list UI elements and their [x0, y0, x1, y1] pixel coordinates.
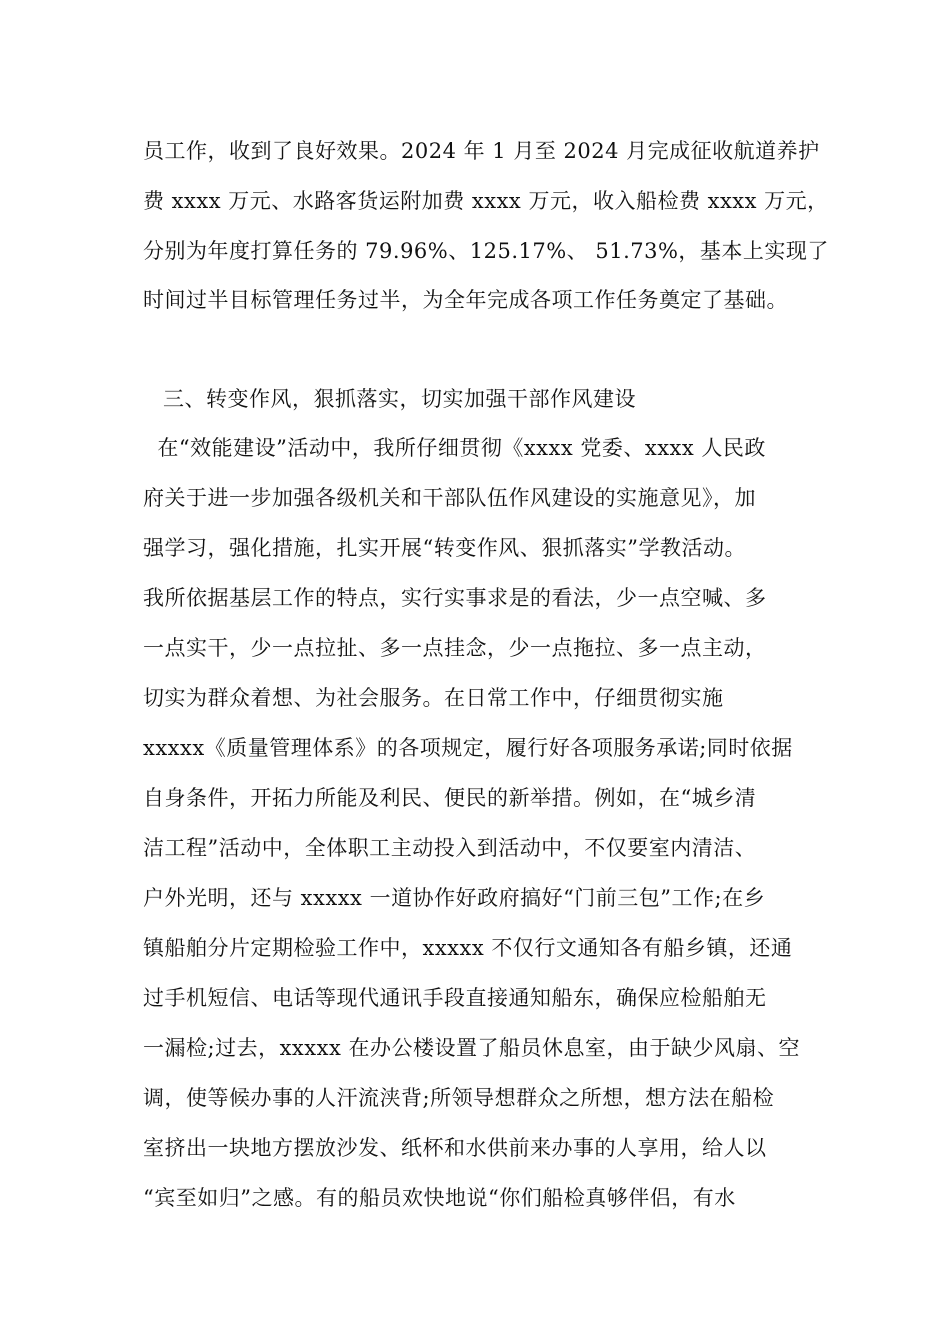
text-line: 在“效能建设”活动中，我所仔细贯彻《xxxx 党委、xxxx 人民政	[143, 436, 766, 460]
text-line: 镇船舶分片定期检验工作中，xxxxx 不仅行文通知各有船乡镇，还通	[143, 936, 793, 960]
text-line: 调，使等候办事的人汗流浃背;所领导想群众之所想，想方法在船检	[143, 1086, 775, 1110]
text-line: 户外光明，还与 xxxxx 一道协作好政府搞好“门前三包”工作;在乡	[143, 886, 766, 910]
text-line: 自身条件，开拓力所能及利民、便民的新举措。例如，在“城乡清	[143, 786, 757, 810]
text-line: 洁工程”活动中，全体职工主动投入到活动中，不仅要室内清洁、	[143, 836, 757, 860]
text-line: 费 xxxx 万元、水路客货运附加费 xxxx 万元，收入船检费 xxxx 万元，	[143, 189, 829, 213]
text-line: xxxxx《质量管理体系》的各项规定，履行好各项服务承诺;同时依据	[143, 736, 793, 760]
text-line: 员工作，收到了良好效果。2024 年 1 月至 2024 月完成征收航道养护	[143, 139, 820, 163]
text-line: 过手机短信、电话等现代通讯手段直接通知船东，确保应检船舶无	[143, 986, 767, 1010]
text-line: 强学习，强化措施，扎实开展“转变作风、狠抓落实”学教活动。	[143, 536, 746, 560]
text-line: 切实为群众着想、为社会服务。在日常工作中，仔细贯彻实施	[143, 686, 724, 710]
text-line: 时间过半目标管理任务过半，为全年完成各项工作任务奠定了基础。	[143, 288, 788, 312]
text-line: “宾至如归”之感。有的船员欢快地说“你们船检真够伴侣，有水	[143, 1186, 736, 1210]
text-line: 分别为年度打算任务的 79.96%、125.17%、 51.73%，基本上实现了	[143, 239, 829, 263]
text-line: 一点实干，少一点拉扯、多一点挂念，少一点拖拉、多一点主动，	[143, 636, 767, 660]
text-line: 我所依据基层工作的特点，实行实事求是的看法，少一点空喊、多	[143, 586, 767, 610]
section-heading: 三、转变作风，狠抓落实，切实加强干部作风建设	[163, 387, 636, 411]
text-line: 一漏检;过去，xxxxx 在办公楼设置了船员休息室，由于缺少风扇、空	[143, 1036, 800, 1060]
text-line: 室挤出一块地方摆放沙发、纸杯和水供前来办事的人享用，给人以	[143, 1136, 767, 1160]
text-line: 府关于进一步加强各级机关和干部队伍作风建设的实施意见》，加	[143, 486, 756, 510]
